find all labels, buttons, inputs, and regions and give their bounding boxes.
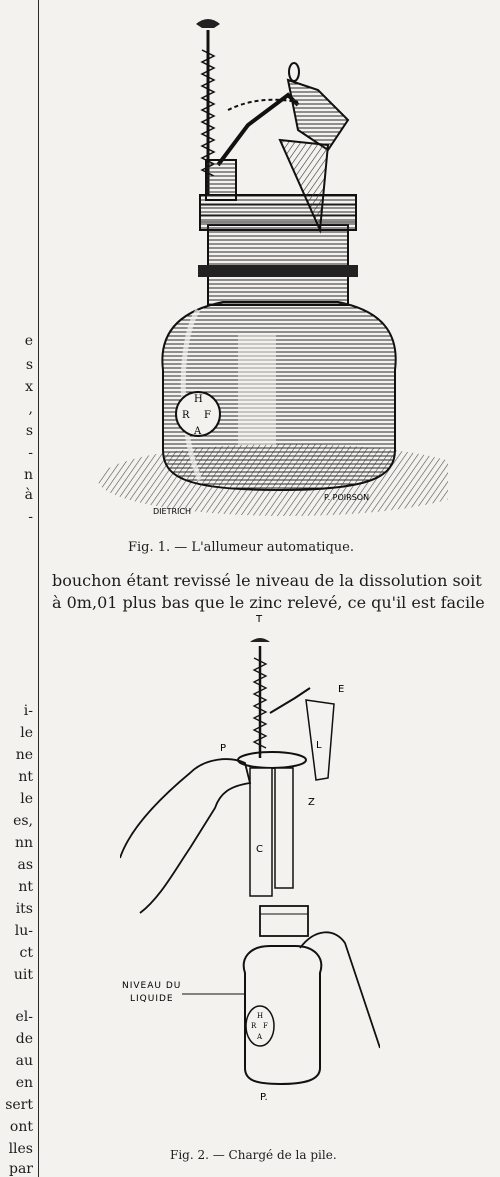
left-fragment: ct — [19, 945, 33, 961]
logo-letter: R — [182, 410, 190, 421]
left-fragment: à — [24, 487, 33, 503]
liquide-label: LIQUIDE — [130, 994, 174, 1004]
left-fragment: n — [23, 467, 33, 483]
left-fragment: lu- — [14, 923, 33, 939]
logo-letter: A — [194, 426, 202, 437]
left-fragment: le — [20, 791, 33, 807]
valve-block — [206, 160, 236, 200]
logo-letter: H — [257, 1012, 264, 1020]
jar — [244, 946, 322, 1084]
left-fragment: en — [15, 1075, 33, 1091]
left-hand — [120, 759, 250, 913]
left-fragment: ont — [9, 1119, 33, 1135]
column-divider — [38, 0, 39, 1177]
figure-2-caption: Fig. 2. — Chargé de la pile. — [170, 1148, 337, 1162]
engraver-signature: DIETRICH — [153, 507, 191, 516]
left-column-fragments — [0, 0, 37, 1177]
label-c: C — [256, 844, 263, 855]
left-fragment: uit — [13, 967, 33, 983]
left-fragment: nt — [18, 769, 33, 785]
left-fragment: ne — [15, 747, 33, 763]
logo-letter: H — [194, 394, 203, 405]
left-fragment: es, — [13, 813, 33, 829]
lamp-holder — [288, 80, 348, 150]
logo-letter: A — [257, 1033, 263, 1041]
left-fragment: i- — [23, 703, 33, 719]
left-fragment: par — [8, 1161, 33, 1177]
left-fragment: e — [24, 333, 33, 349]
body-line: à 0m,01 plus bas que le zinc relevé, ce qu'il est facile — [52, 593, 485, 612]
logo-letter: F — [263, 1022, 268, 1030]
left-fragment: au — [15, 1053, 33, 1069]
left-fragment: x — [25, 379, 33, 395]
left-fragment: as — [17, 857, 33, 873]
figure-1-caption: Fig. 1. — L'allumeur automatique. — [128, 540, 354, 555]
left-fragment: nn — [14, 835, 33, 851]
label-e: E — [338, 684, 345, 695]
logo-letter: R — [251, 1022, 257, 1030]
zinc-c — [250, 768, 272, 896]
left-fragment: s — [25, 357, 33, 373]
left-fragment: , — [28, 401, 33, 417]
artist-signature: P. POIRSON — [324, 493, 370, 502]
body-line: bouchon étant revissé le niveau de la dissolution soit — [52, 571, 482, 590]
left-fragment: lles — [8, 1141, 33, 1157]
left-fragment: - — [28, 445, 33, 461]
zinc-z — [275, 768, 293, 888]
left-fragment: its — [15, 901, 33, 917]
rod-handle — [196, 19, 220, 28]
figure-2-engraving — [120, 608, 380, 1118]
niveau-label: NIVEAU DU — [122, 981, 182, 991]
label-p: P — [220, 743, 227, 754]
logo-letter: F — [204, 410, 211, 421]
left-fragment: de — [15, 1031, 33, 1047]
figure-1-engraving — [88, 10, 448, 530]
left-fragment: s — [25, 423, 33, 439]
left-fragment: - — [28, 509, 33, 525]
jar-cap — [260, 906, 308, 936]
label-z: Z — [308, 797, 315, 808]
label-l: L — [316, 740, 322, 751]
left-fragment: el- — [15, 1009, 33, 1025]
left-fragment: le — [20, 725, 33, 741]
left-fragment: sert — [5, 1097, 33, 1113]
label-t: T — [256, 614, 263, 625]
left-fragment: nt — [18, 879, 33, 895]
artist-signature: P. — [260, 1092, 268, 1103]
